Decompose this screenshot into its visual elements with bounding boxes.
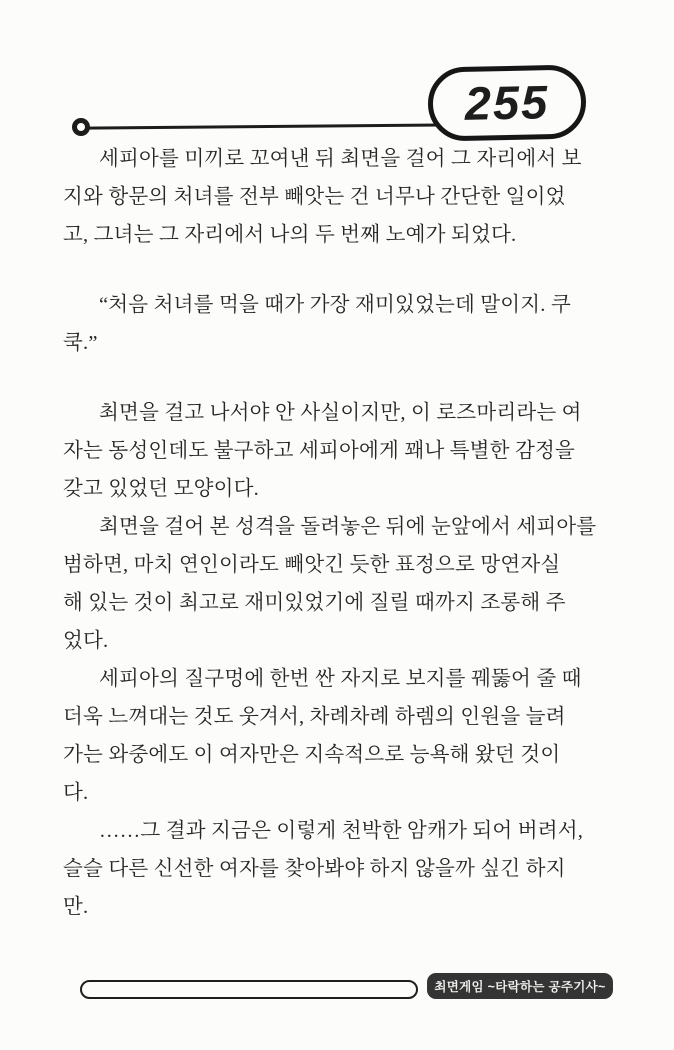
text-line: 세피아를 미끼로 꼬여낸 뒤 최면을 걸어 그 자리에서 보 — [99, 148, 582, 170]
series-title-badge — [427, 973, 613, 999]
paragraph — [63, 286, 621, 362]
text-line: 쿡.” — [63, 332, 98, 354]
text-line: 고, 그녀는 그 자리에서 나의 두 번째 노예가 되었다. — [63, 224, 517, 246]
text-line: “처음 처녀를 먹을 때가 가장 재미있었는데 말이지. 쿠 — [99, 294, 571, 316]
series-title: 최면게임 ~타락하는 공주기사~ — [434, 980, 606, 994]
text-body — [63, 140, 621, 926]
text-line: 었다. — [63, 630, 109, 652]
text-line: 최면을 걸어 본 성격을 돌려놓은 뒤에 눈앞에서 세피아를 — [99, 516, 597, 538]
text-line: 더욱 느껴대는 것도 웃겨서, 차례차례 하렘의 인원을 늘려 — [63, 706, 566, 728]
paragraph — [63, 660, 621, 812]
page-number: 255 — [464, 74, 550, 130]
header-rule — [84, 123, 456, 129]
text-line: 범하면, 마치 연인이라도 빼앗긴 듯한 표정으로 망연자실 — [63, 554, 561, 576]
text-line: 슬슬 다른 신선한 여자를 찾아봐야 하지 않을까 싶긴 하지 — [63, 858, 566, 880]
text-line: ……그 결과 지금은 이렇게 천박한 암캐가 되어 버려서, — [99, 820, 584, 842]
text-line: 최면을 걸고 나서야 안 사실이지만, 이 로즈마리라는 여 — [99, 402, 582, 424]
ring-icon — [72, 118, 90, 136]
page-number-badge — [427, 64, 587, 141]
paragraph — [63, 394, 621, 508]
text-line: 지와 항문의 처녀를 전부 빼앗는 건 너무나 간단한 일이었 — [63, 186, 566, 208]
paragraph — [63, 140, 621, 254]
text-line: 갖고 있었던 모양이다. — [63, 478, 260, 500]
text-line: 자는 동성인데도 불구하고 세피아에게 꽤나 특별한 감정을 — [63, 440, 576, 462]
text-line: 세피아의 질구멍에 한번 싼 자지로 보지를 꿰뚫어 줄 때 — [99, 668, 582, 690]
text-line: 가는 와중에도 이 여자만은 지속적으로 능욕해 왔던 것이 — [63, 744, 561, 766]
paragraph — [63, 812, 621, 926]
text-line: 만. — [63, 896, 89, 918]
footer-pill-outline — [80, 980, 418, 999]
text-line: 해 있는 것이 최고로 재미있었기에 질릴 때까지 조롱해 주 — [63, 592, 566, 614]
text-line: 다. — [63, 782, 89, 804]
paragraph — [63, 508, 621, 660]
